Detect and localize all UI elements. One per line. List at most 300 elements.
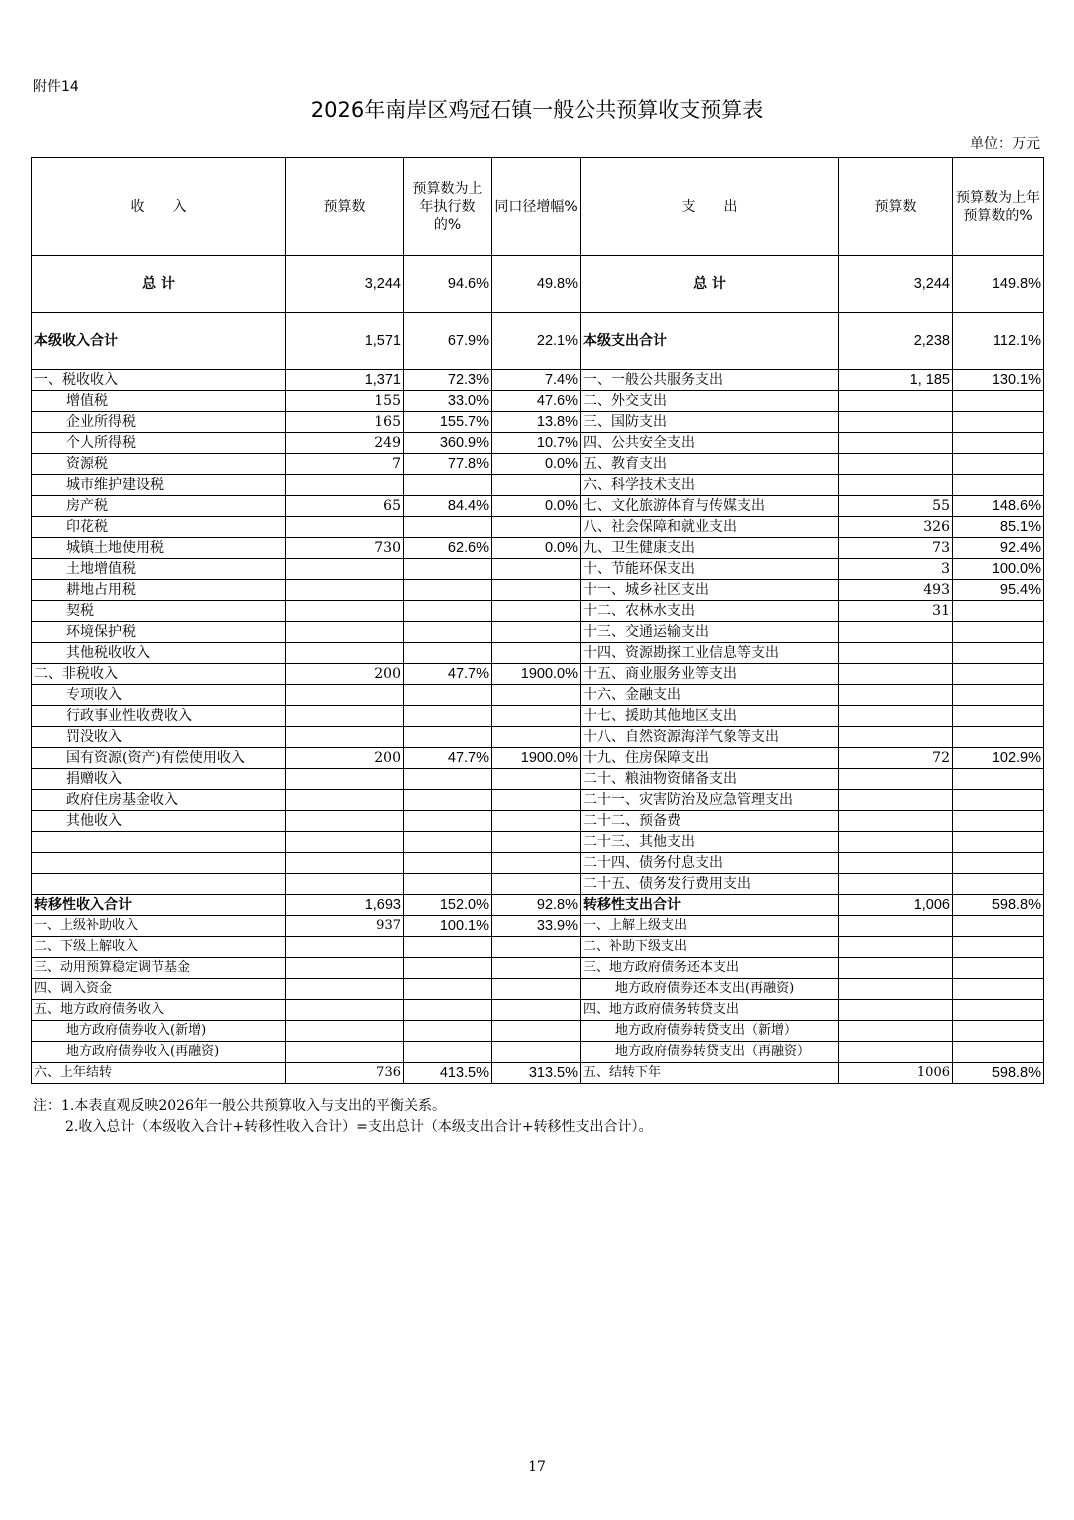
expense-pct-prev-budget: 95.4%	[953, 580, 1044, 601]
table-row	[32, 475, 1044, 496]
expense-item: 总 计	[581, 256, 839, 313]
expense-pct-prev-budget	[953, 790, 1044, 811]
expense-budget: 预算数	[839, 158, 953, 256]
income-item: 国有资源(资产)有偿使用收入	[32, 748, 286, 769]
note-2: 2.收入总计（本级收入合计+转移性收入合计）=支出总计（本级支出合计+转移性支出合计）。	[65, 1119, 653, 1135]
expense-budget: 493	[839, 580, 953, 601]
expense-item: 七、文化旅游体育与传媒支出	[581, 496, 839, 517]
income-item: 其他收入	[32, 811, 286, 832]
expense-budget: 72	[839, 748, 953, 769]
expense-budget	[839, 727, 953, 748]
income-item: 三、动用预算稳定调节基金	[32, 958, 286, 979]
table-row	[32, 706, 1044, 727]
income-pct-prev-exec	[404, 811, 492, 832]
expense-budget	[839, 391, 953, 412]
expense-item: 十一、城乡社区支出	[581, 580, 839, 601]
expense-budget	[839, 622, 953, 643]
grand-total-row	[32, 256, 1044, 313]
income-growth: 0.0%	[492, 538, 581, 559]
expense-item: 五、结转下年	[581, 1063, 839, 1084]
income-pct-prev-exec	[404, 706, 492, 727]
income-growth	[492, 811, 581, 832]
expense-pct-prev-budget: 100.0%	[953, 559, 1044, 580]
income-item: 四、调入资金	[32, 979, 286, 1000]
income-budget: 1,693	[286, 895, 404, 916]
income-budget: 937	[286, 916, 404, 937]
income-pct-prev-exec	[404, 517, 492, 538]
income-budget	[286, 937, 404, 958]
expense-budget	[839, 874, 953, 895]
expense-budget	[839, 1021, 953, 1042]
income-growth	[492, 958, 581, 979]
expense-budget: 55	[839, 496, 953, 517]
table-row	[32, 853, 1044, 874]
income-budget	[286, 958, 404, 979]
income-budget: 7	[286, 454, 404, 475]
table-row	[32, 748, 1044, 769]
expense-pct-prev-budget: 130.1%	[953, 370, 1044, 391]
expense-budget	[839, 958, 953, 979]
income-growth: 1900.0%	[492, 664, 581, 685]
income-growth	[492, 1021, 581, 1042]
income-growth	[492, 517, 581, 538]
expense-pct-prev-budget	[953, 643, 1044, 664]
income-budget: 200	[286, 748, 404, 769]
expense-pct-prev-budget	[953, 685, 1044, 706]
income-item: 六、上年结转	[32, 1063, 286, 1084]
income-item: 个人所得税	[32, 433, 286, 454]
budget-table	[31, 157, 1044, 1084]
expense-pct-prev-budget	[953, 622, 1044, 643]
table-row	[32, 790, 1044, 811]
table-row	[32, 1063, 1044, 1084]
table-row	[32, 538, 1044, 559]
table-row	[32, 769, 1044, 790]
income-item: 耕地占用税	[32, 580, 286, 601]
income-item: 房产税	[32, 496, 286, 517]
expense-item: 四、公共安全支出	[581, 433, 839, 454]
table-row	[32, 664, 1044, 685]
expense-item: 二十二、预备费	[581, 811, 839, 832]
expense-pct-prev-budget: 149.8%	[953, 256, 1044, 313]
expense-item: 三、国防支出	[581, 412, 839, 433]
income-item: 城市维护建设税	[32, 475, 286, 496]
expense-budget	[839, 979, 953, 1000]
income-growth: 47.6%	[492, 391, 581, 412]
expense-budget	[839, 937, 953, 958]
income-budget: 1,371	[286, 370, 404, 391]
expense-pct-prev-budget	[953, 937, 1044, 958]
income-growth: 10.7%	[492, 433, 581, 454]
expense-pct-prev-budget	[953, 853, 1044, 874]
expense-budget: 3,244	[839, 256, 953, 313]
income-item: 一、上级补助收入	[32, 916, 286, 937]
expense-item: 地方政府债券转贷支出（新增）	[581, 1021, 839, 1042]
income-growth	[492, 1000, 581, 1021]
income-pct-prev-exec: 155.7%	[404, 412, 492, 433]
income-pct-prev-exec	[404, 1042, 492, 1063]
income-item: 其他税收收入	[32, 643, 286, 664]
income-growth: 49.8%	[492, 256, 581, 313]
income-budget: 200	[286, 664, 404, 685]
expense-item: 二十、粮油物资储备支出	[581, 769, 839, 790]
expense-item: 二十五、债务发行费用支出	[581, 874, 839, 895]
expense-pct-prev-budget	[953, 391, 1044, 412]
attachment-label: 附件14	[33, 79, 79, 95]
expense-pct-prev-budget	[953, 727, 1044, 748]
page-number: 17	[528, 1459, 546, 1475]
income-budget	[286, 790, 404, 811]
income-budget	[286, 601, 404, 622]
income-budget	[286, 1000, 404, 1021]
table-row	[32, 958, 1044, 979]
expense-pct-prev-budget	[953, 1000, 1044, 1021]
income-pct-prev-exec: 33.0%	[404, 391, 492, 412]
income-pct-prev-exec	[404, 853, 492, 874]
table-row	[32, 1042, 1044, 1063]
table-row	[32, 580, 1044, 601]
expense-item: 四、地方政府债务转贷支出	[581, 1000, 839, 1021]
expense-pct-prev-budget: 148.6%	[953, 496, 1044, 517]
income-pct-prev-exec	[404, 475, 492, 496]
income-budget	[286, 1021, 404, 1042]
income-budget	[286, 706, 404, 727]
expense-item: 十三、交通运输支出	[581, 622, 839, 643]
income-growth	[492, 727, 581, 748]
table-row	[32, 832, 1044, 853]
income-growth	[492, 643, 581, 664]
income-pct-prev-exec: 360.9%	[404, 433, 492, 454]
income-pct-prev-exec	[404, 601, 492, 622]
expense-item: 十五、商业服务业等支出	[581, 664, 839, 685]
expense-pct-prev-budget	[953, 664, 1044, 685]
income-growth	[492, 622, 581, 643]
income-budget	[286, 727, 404, 748]
expense-budget	[839, 1042, 953, 1063]
income-growth: 33.9%	[492, 916, 581, 937]
income-pct-prev-exec	[404, 979, 492, 1000]
income-pct-prev-exec: 47.7%	[404, 748, 492, 769]
income-budget	[286, 622, 404, 643]
income-budget	[286, 811, 404, 832]
expense-pct-prev-budget: 112.1%	[953, 313, 1044, 370]
income-growth	[492, 559, 581, 580]
expense-pct-prev-budget	[953, 1042, 1044, 1063]
income-item: 本级收入合计	[32, 313, 286, 370]
income-pct-prev-exec: 413.5%	[404, 1063, 492, 1084]
income-growth	[492, 601, 581, 622]
expense-item: 三、地方政府债务还本支出	[581, 958, 839, 979]
expense-item: 地方政府债券还本支出(再融资)	[581, 979, 839, 1000]
income-budget	[286, 475, 404, 496]
table-row	[32, 937, 1044, 958]
expense-budget: 1, 185	[839, 370, 953, 391]
income-pct-prev-exec	[404, 1021, 492, 1042]
expense-item: 本级支出合计	[581, 313, 839, 370]
expense-item: 十七、援助其他地区支出	[581, 706, 839, 727]
expense-budget	[839, 643, 953, 664]
income-pct-prev-exec: 72.3%	[404, 370, 492, 391]
table-row	[32, 622, 1044, 643]
expense-item: 转移性支出合计	[581, 895, 839, 916]
table-row	[32, 433, 1044, 454]
expense-item: 十、节能环保支出	[581, 559, 839, 580]
income-pct-prev-exec	[404, 622, 492, 643]
income-budget: 1,571	[286, 313, 404, 370]
income-pct-prev-exec	[404, 685, 492, 706]
income-growth: 13.8%	[492, 412, 581, 433]
income-growth	[492, 790, 581, 811]
income-item: 二、非税收入	[32, 664, 286, 685]
table-row	[32, 727, 1044, 748]
income-growth: 22.1%	[492, 313, 581, 370]
expense-item: 一、上解上级支出	[581, 916, 839, 937]
table-row	[32, 412, 1044, 433]
income-budget: 预算数	[286, 158, 404, 256]
unit-label: 单位：万元	[970, 136, 1040, 152]
page-title: 2026年南岸区鸡冠石镇一般公共预算收支预算表	[310, 98, 764, 122]
expense-item: 二十四、债务付息支出	[581, 853, 839, 874]
expense-item: 八、社会保障和就业支出	[581, 517, 839, 538]
income-growth	[492, 832, 581, 853]
expense-item: 二、外交支出	[581, 391, 839, 412]
expense-pct-prev-budget	[953, 832, 1044, 853]
income-budget	[286, 643, 404, 664]
expense-budget	[839, 685, 953, 706]
expense-pct-prev-budget	[953, 475, 1044, 496]
expense-budget	[839, 433, 953, 454]
expense-budget	[839, 853, 953, 874]
income-growth: 313.5%	[492, 1063, 581, 1084]
income-item: 环境保护税	[32, 622, 286, 643]
expense-item: 十八、自然资源海洋气象等支出	[581, 727, 839, 748]
income-item: 增值税	[32, 391, 286, 412]
expense-pct-prev-budget	[953, 412, 1044, 433]
notes	[33, 1096, 653, 1138]
expense-budget: 1006	[839, 1063, 953, 1084]
expense-budget	[839, 832, 953, 853]
table-row	[32, 517, 1044, 538]
income-item: 收 入	[32, 158, 286, 256]
income-item: 资源税	[32, 454, 286, 475]
income-item: 城镇土地使用税	[32, 538, 286, 559]
income-growth: 0.0%	[492, 496, 581, 517]
expense-budget	[839, 811, 953, 832]
expense-item: 二十三、其他支出	[581, 832, 839, 853]
income-growth	[492, 475, 581, 496]
income-budget: 155	[286, 391, 404, 412]
income-pct-prev-exec	[404, 958, 492, 979]
income-pct-prev-exec	[404, 1000, 492, 1021]
income-pct-prev-exec	[404, 559, 492, 580]
income-item: 行政事业性收费收入	[32, 706, 286, 727]
table-row	[32, 496, 1044, 517]
expense-pct-prev-budget	[953, 979, 1044, 1000]
expense-budget	[839, 412, 953, 433]
income-item	[32, 874, 286, 895]
income-growth: 同口径增幅%	[492, 158, 581, 256]
expense-item: 十九、住房保障支出	[581, 748, 839, 769]
expense-pct-prev-budget	[953, 706, 1044, 727]
table-row	[32, 1000, 1044, 1021]
expense-item: 二十一、灾害防治及应急管理支出	[581, 790, 839, 811]
income-budget: 249	[286, 433, 404, 454]
expense-item: 十六、金融支出	[581, 685, 839, 706]
income-budget	[286, 685, 404, 706]
expense-pct-prev-budget	[953, 769, 1044, 790]
income-pct-prev-exec: 77.8%	[404, 454, 492, 475]
income-item: 契税	[32, 601, 286, 622]
expense-pct-prev-budget: 预算数为上年预算数的%	[953, 158, 1044, 256]
income-pct-prev-exec	[404, 580, 492, 601]
expense-pct-prev-budget: 102.9%	[953, 748, 1044, 769]
expense-pct-prev-budget: 92.4%	[953, 538, 1044, 559]
expense-pct-prev-budget	[953, 874, 1044, 895]
income-growth	[492, 937, 581, 958]
expense-budget	[839, 916, 953, 937]
income-item: 五、地方政府债务收入	[32, 1000, 286, 1021]
income-item: 罚没收入	[32, 727, 286, 748]
income-item: 地方政府债券收入(新增)	[32, 1021, 286, 1042]
expense-budget: 31	[839, 601, 953, 622]
expense-budget	[839, 454, 953, 475]
expense-budget	[839, 769, 953, 790]
expense-pct-prev-budget	[953, 916, 1044, 937]
income-growth: 7.4%	[492, 370, 581, 391]
income-growth: 92.8%	[492, 895, 581, 916]
income-item: 政府住房基金收入	[32, 790, 286, 811]
expense-pct-prev-budget: 598.8%	[953, 895, 1044, 916]
income-budget: 736	[286, 1063, 404, 1084]
income-budget	[286, 1042, 404, 1063]
income-pct-prev-exec: 100.1%	[404, 916, 492, 937]
income-item: 地方政府债券收入(再融资)	[32, 1042, 286, 1063]
income-pct-prev-exec: 94.6%	[404, 256, 492, 313]
income-pct-prev-exec: 47.7%	[404, 664, 492, 685]
income-budget: 165	[286, 412, 404, 433]
income-growth	[492, 1042, 581, 1063]
expense-pct-prev-budget	[953, 601, 1044, 622]
income-growth	[492, 874, 581, 895]
income-growth	[492, 706, 581, 727]
income-budget: 65	[286, 496, 404, 517]
income-pct-prev-exec	[404, 832, 492, 853]
header-row	[32, 158, 1044, 256]
income-pct-prev-exec: 84.4%	[404, 496, 492, 517]
expense-item: 九、卫生健康支出	[581, 538, 839, 559]
expense-budget	[839, 790, 953, 811]
expense-pct-prev-budget	[953, 433, 1044, 454]
expense-item: 十四、资源勘探工业信息等支出	[581, 643, 839, 664]
expense-budget	[839, 1000, 953, 1021]
expense-item: 二、补助下级支出	[581, 937, 839, 958]
expense-item: 五、教育支出	[581, 454, 839, 475]
table-row	[32, 685, 1044, 706]
income-budget	[286, 769, 404, 790]
table-row	[32, 1021, 1044, 1042]
income-growth	[492, 979, 581, 1000]
expense-item: 六、科学技术支出	[581, 475, 839, 496]
expense-budget	[839, 475, 953, 496]
table-row	[32, 370, 1044, 391]
income-pct-prev-exec	[404, 874, 492, 895]
income-item: 一、税收收入	[32, 370, 286, 391]
income-budget	[286, 580, 404, 601]
table-row	[32, 454, 1044, 475]
transfer-total-row	[32, 895, 1044, 916]
expense-budget	[839, 706, 953, 727]
expense-item: 支 出	[581, 158, 839, 256]
income-item: 专项收入	[32, 685, 286, 706]
income-item: 企业所得税	[32, 412, 286, 433]
income-item	[32, 853, 286, 874]
expense-budget: 1,006	[839, 895, 953, 916]
income-growth: 0.0%	[492, 454, 581, 475]
income-item: 土地增值税	[32, 559, 286, 580]
expense-item: 十二、农林水支出	[581, 601, 839, 622]
expense-pct-prev-budget	[953, 811, 1044, 832]
expense-pct-prev-budget: 598.8%	[953, 1063, 1044, 1084]
expense-budget: 326	[839, 517, 953, 538]
income-budget	[286, 979, 404, 1000]
income-item: 二、下级上解收入	[32, 937, 286, 958]
income-pct-prev-exec	[404, 727, 492, 748]
income-budget	[286, 832, 404, 853]
income-budget: 3,244	[286, 256, 404, 313]
expense-item: 一、一般公共服务支出	[581, 370, 839, 391]
income-pct-prev-exec: 预算数为上年执行数的%	[404, 158, 492, 256]
income-pct-prev-exec	[404, 643, 492, 664]
expense-pct-prev-budget: 85.1%	[953, 517, 1044, 538]
table-row	[32, 643, 1044, 664]
income-pct-prev-exec: 152.0%	[404, 895, 492, 916]
income-budget: 730	[286, 538, 404, 559]
table-row	[32, 391, 1044, 412]
income-item	[32, 832, 286, 853]
expense-pct-prev-budget	[953, 958, 1044, 979]
expense-pct-prev-budget	[953, 454, 1044, 475]
income-pct-prev-exec	[404, 790, 492, 811]
income-item: 捐赠收入	[32, 769, 286, 790]
expense-pct-prev-budget	[953, 1021, 1044, 1042]
note-1: 注：1.本表直观反映2026年一般公共预算收入与支出的平衡关系。	[33, 1098, 446, 1114]
income-budget	[286, 517, 404, 538]
expense-budget: 73	[839, 538, 953, 559]
table-row	[32, 979, 1044, 1000]
income-item: 印花税	[32, 517, 286, 538]
table-row	[32, 916, 1044, 937]
income-item: 转移性收入合计	[32, 895, 286, 916]
income-pct-prev-exec	[404, 769, 492, 790]
income-item: 总 计	[32, 256, 286, 313]
income-growth	[492, 853, 581, 874]
table-row	[32, 811, 1044, 832]
income-pct-prev-exec: 67.9%	[404, 313, 492, 370]
income-pct-prev-exec: 62.6%	[404, 538, 492, 559]
income-budget	[286, 559, 404, 580]
table-row	[32, 601, 1044, 622]
income-budget	[286, 874, 404, 895]
income-growth: 1900.0%	[492, 748, 581, 769]
income-growth	[492, 580, 581, 601]
local-total-row	[32, 313, 1044, 370]
income-growth	[492, 769, 581, 790]
table-row	[32, 559, 1044, 580]
income-growth	[492, 685, 581, 706]
expense-budget: 3	[839, 559, 953, 580]
table-row	[32, 874, 1044, 895]
expense-budget: 2,238	[839, 313, 953, 370]
